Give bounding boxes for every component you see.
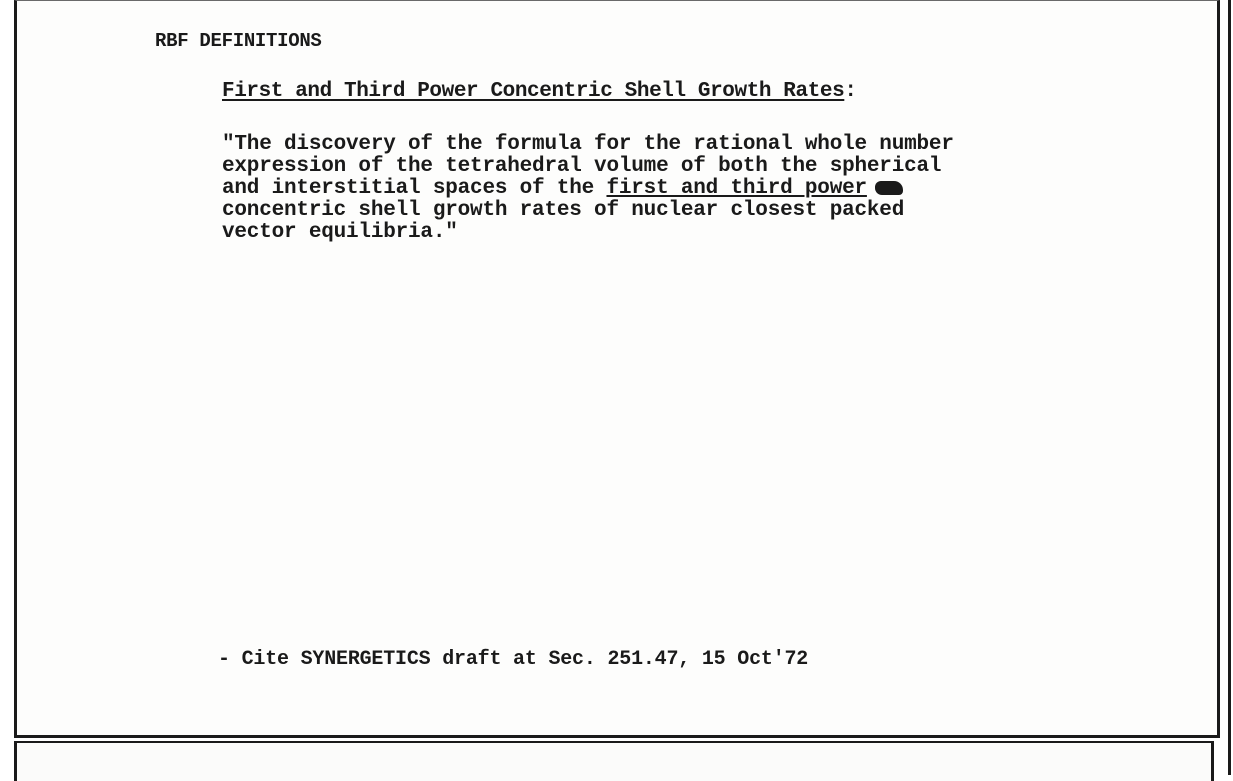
quote-line: expression of the tetrahedral volume of both the spherical [222,155,942,178]
term-title [222,80,857,103]
underlined-phrase: first and third power [606,177,867,200]
ink-blot [875,181,903,195]
definition-card [14,0,1220,738]
quote-line-text: and interstitial spaces of the [222,177,607,200]
citation: - Cite SYNERGETICS draft at Sec. 251.47, 15 Oct'72 [218,648,809,671]
next-card-edge [14,741,1214,781]
definition-quote [222,134,1122,244]
quote-line: vector equilibria." [222,221,458,244]
card-header: RBF DEFINITIONS [155,30,322,52]
term-title-colon: : [844,80,857,103]
quote-line: "The discovery of the formula for the rational whole number [222,133,954,156]
quote-line [222,178,1122,200]
term-title-text: First and Third Power Concentric Shell Growth Rates [222,80,845,103]
quote-line: concentric shell growth rates of nuclear closest packed [222,199,905,222]
card-stack-edge [1228,0,1231,775]
